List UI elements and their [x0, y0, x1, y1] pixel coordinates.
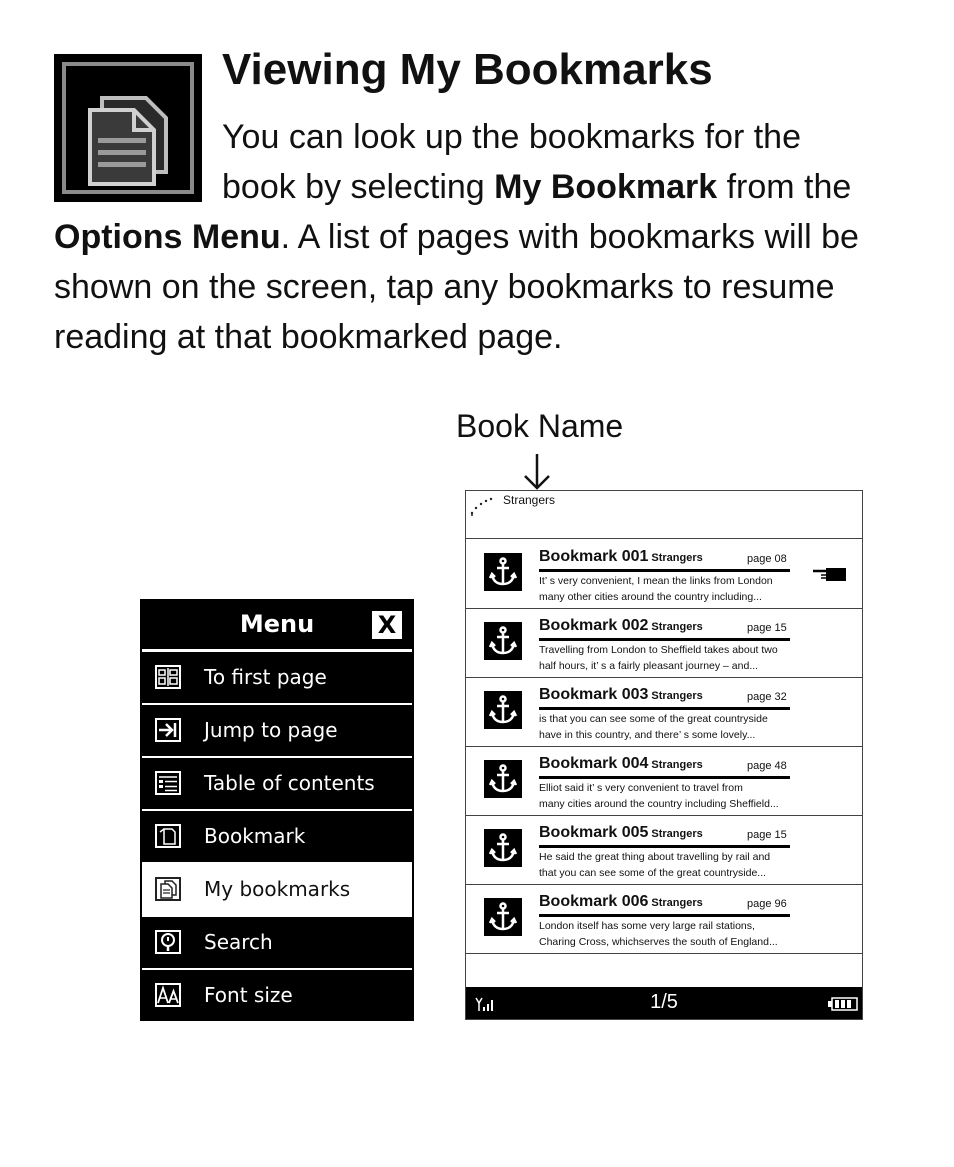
bookmark-page: page 15 [747, 622, 787, 634]
intro-line-1: You can look up the bookmarks for the [222, 118, 801, 156]
menu-item-label: Table of contents [204, 771, 375, 795]
bookmark-page: page 48 [747, 760, 787, 772]
bookmark-page: page 96 [747, 898, 787, 910]
first-page-icon [155, 665, 181, 689]
menu-item-font-size[interactable] [142, 970, 412, 1021]
bookmark-excerpt-line: Elliot said it’ s very convenient to travel from [539, 782, 743, 794]
bookmark-divider [539, 569, 790, 572]
bookmark-divider [539, 845, 790, 848]
bookmark-excerpt-line: London itself has some very large rail stations, [539, 920, 755, 932]
anchor-icon [484, 691, 522, 729]
menu-header [142, 601, 412, 652]
options-menu [140, 599, 414, 1021]
bookmark-title: Bookmark 001 Strangers [539, 548, 703, 565]
bookmark-divider [539, 776, 790, 779]
bookmark-row[interactable] [466, 815, 862, 885]
loading-dots-icon [469, 493, 495, 517]
bookmark-row[interactable] [466, 746, 862, 816]
arrow-down-icon [522, 452, 552, 492]
bookmark-divider [539, 707, 790, 710]
bookmark-row[interactable] [466, 608, 862, 678]
intro-line-3: Options Menu. A list of pages with bookmarks will be [54, 218, 859, 256]
document-pages-icon [54, 54, 202, 202]
battery-icon [828, 997, 858, 1011]
bookmark-excerpt-line: half hours, it’ s a fairly pleasant journey – and... [539, 660, 759, 672]
bookmark-excerpt-line: It’ s very convenient, I mean the links from London [539, 575, 773, 587]
intro-line-5: reading at that bookmarked page. [54, 318, 563, 356]
bookmark-excerpt-line: Travelling from London to Sheffield takes about two [539, 644, 778, 656]
screen-header [466, 491, 862, 539]
menu-item-label: Search [204, 930, 273, 954]
my-bookmark-term: My Bookmark [494, 168, 718, 206]
bookmark-title: Bookmark 005 Strangers [539, 824, 703, 841]
book-name-callout: Book Name [456, 408, 624, 444]
intro-line-4: shown on the screen, tap any bookmarks to resume [54, 268, 835, 306]
search-magnifier-icon [155, 930, 181, 954]
contents-list-icon [155, 771, 181, 795]
menu-item-my-bookmarks[interactable] [142, 864, 412, 917]
bookmark-row[interactable] [466, 884, 862, 954]
jump-arrow-icon [155, 718, 181, 742]
anchor-icon [484, 553, 522, 591]
menu-item-jump-to-page[interactable] [142, 705, 412, 758]
bookmark-excerpt-line: Charing Cross, whichserves the south of England... [539, 936, 778, 948]
bookmark-divider [539, 638, 790, 641]
page-title: Viewing My Bookmarks [222, 45, 713, 94]
menu-item-label: Jump to page [204, 718, 338, 742]
intro-line-2: book by selecting My Bookmark from the [222, 168, 852, 206]
bookmark-excerpt-line: many other cities around the country including... [539, 591, 762, 603]
screen-status-bar [466, 987, 862, 1019]
menu-item-label: Bookmark [204, 824, 306, 848]
bookmark-excerpt-line: He said the great thing about travelling by rail and [539, 851, 771, 863]
anchor-icon [484, 760, 522, 798]
font-size-icon [155, 983, 181, 1007]
bookmark-row[interactable] [466, 539, 862, 609]
bookmark-title: Bookmark 003 Strangers [539, 686, 703, 703]
bookmark-excerpt-line: is that you can see some of the great countryside [539, 713, 768, 725]
bookmark-pages-icon [155, 877, 181, 901]
bookmark-row[interactable] [466, 677, 862, 747]
bookmark-page: page 08 [747, 553, 787, 565]
bookmark-excerpt-line: have in this country, and there’ s some lovely... [539, 729, 756, 741]
menu-item-to-first-page[interactable] [142, 652, 412, 705]
menu-item-table-of-contents[interactable] [142, 758, 412, 811]
anchor-icon [484, 829, 522, 867]
page-indicator: 1/5 [650, 991, 678, 1013]
screen-book-name: Strangers [503, 493, 556, 507]
menu-item-label: My bookmarks [204, 877, 351, 901]
menu-item-label: Font size [204, 983, 293, 1007]
options-menu-term: Options Menu [54, 218, 281, 256]
menu-item-bookmark[interactable] [142, 811, 412, 864]
bookmark-page-icon [155, 824, 181, 848]
hand-pointer-icon [812, 565, 848, 583]
anchor-icon [484, 898, 522, 936]
bookmark-title: Bookmark 006 Strangers [539, 893, 703, 910]
menu-close-button[interactable]: X [372, 611, 402, 639]
bookmark-page: page 15 [747, 829, 787, 841]
bookmark-excerpt-line: many cities around the country including Sheffield... [539, 798, 779, 810]
bookmark-excerpt-line: that you can see some of the great countryside... [539, 867, 767, 879]
menu-item-search[interactable] [142, 917, 412, 970]
bookmark-title: Bookmark 004 Strangers [539, 755, 703, 772]
bookmarks-screen [465, 490, 863, 1020]
menu-title: Menu [239, 610, 315, 638]
anchor-icon [484, 622, 522, 660]
bookmark-title: Bookmark 002 Strangers [539, 617, 703, 634]
menu-item-label: To first page [204, 665, 327, 689]
bookmark-page: page 32 [747, 691, 787, 703]
bookmark-divider [539, 914, 790, 917]
